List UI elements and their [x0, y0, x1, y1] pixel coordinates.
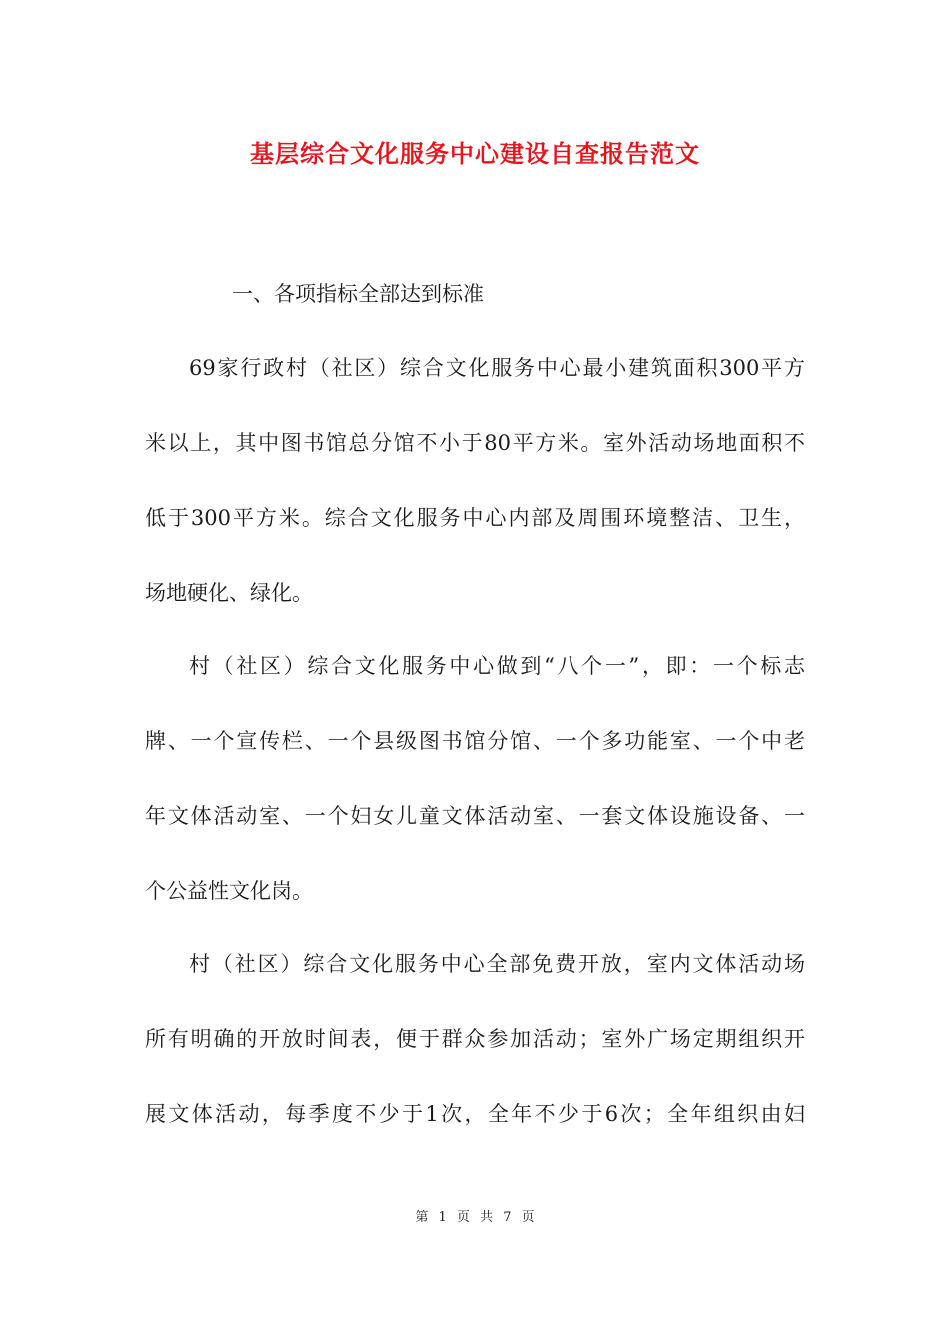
- paragraph-line: 场地硬化、绿化。: [145, 581, 313, 605]
- paragraph-line: 牌、一个宣传栏、一个县级图书馆分馆、一个多功能室、一个中老: [145, 729, 805, 753]
- paragraph-line: 米以上，其中图书馆总分馆不小于80平方米。室外活动场地面积不: [145, 431, 805, 455]
- paragraph-line: 69家行政村（社区）综合文化服务中心最小建筑面积300平方: [189, 356, 805, 380]
- paragraph-1: [145, 331, 805, 631]
- page-footer: 第 1 页 共 7 页: [415, 1210, 535, 1225]
- paragraph-line: 低于300平方米。综合文化服务中心内部及周围环境整洁、卫生，: [145, 506, 805, 530]
- paragraph-2: [145, 629, 805, 929]
- paragraph-line: 年文体活动室、一个妇女儿童文体活动室、一套文体设施设备、一: [145, 804, 805, 828]
- paragraph-line: 村（社区）综合文化服务中心全部免费开放，室内文体活动场: [189, 952, 805, 976]
- section-heading: 一、各项指标全部达到标准: [232, 282, 484, 306]
- paragraph-line: 所有明确的开放时间表，便于群众参加活动；室外广场定期组织开: [145, 1027, 805, 1051]
- paragraph-line: 村（社区）综合文化服务中心做到“八个一”，即：一个标志: [189, 654, 805, 678]
- paragraph-line: 个公益性文化岗。: [145, 879, 313, 903]
- paragraph-line: 展文体活动，每季度不少于1次，全年不少于6次；全年组织由妇: [145, 1102, 805, 1126]
- paragraph-3: [145, 927, 805, 1152]
- document-title: 基层综合文化服务中心建设自查报告范文: [250, 139, 700, 168]
